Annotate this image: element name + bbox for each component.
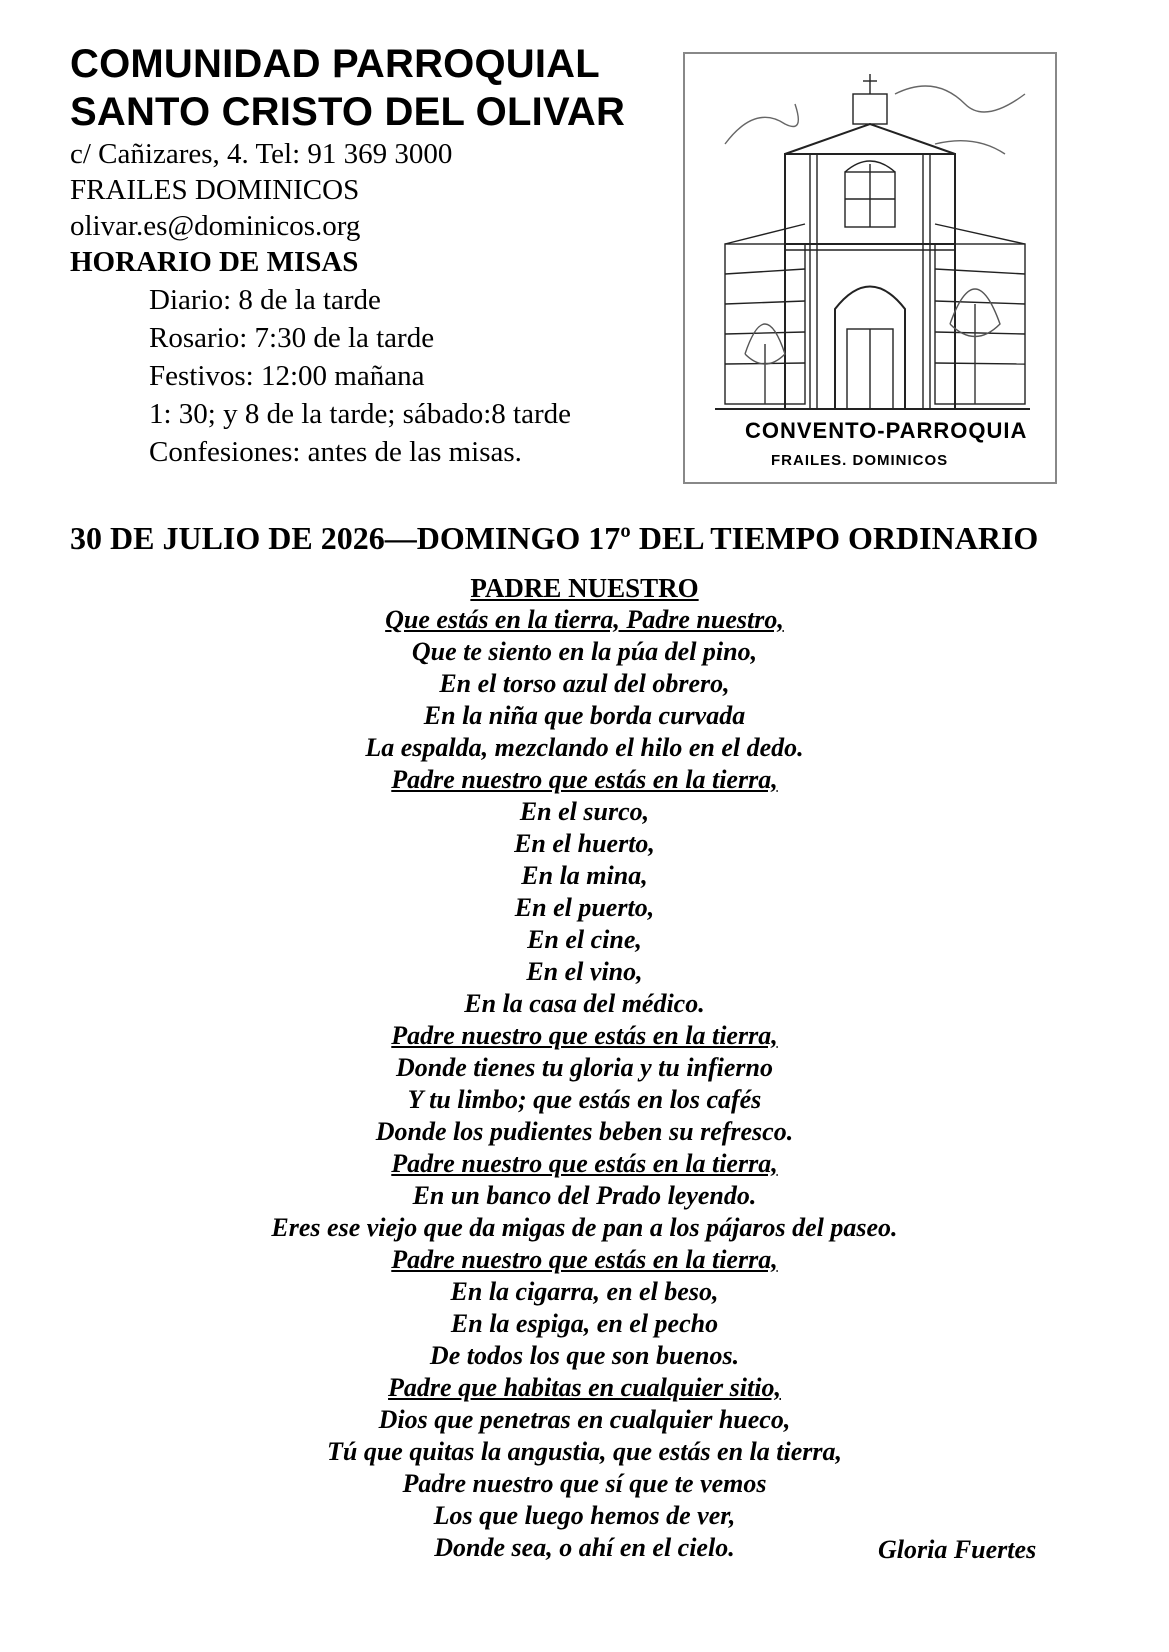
schedule-line: 1: 30; y 8 de la tarde; sábado:8 tarde [149,398,571,430]
poem-line: En la espiga, en el pecho [450,1309,719,1338]
poem-line: Donde sea, o ahí en el cielo. [434,1533,735,1562]
poem-line: En el surco, [519,797,650,826]
poem-line: Donde los pudientes beben su refresco. [375,1117,794,1146]
email: olivar.es@dominicos.org [70,210,361,242]
poem-line: En el huerto, [514,829,655,858]
poem-refrain: Padre nuestro que estás en la tierra, [391,1021,778,1050]
poem-refrain: Padre que habitas en cualquier sitio, [388,1373,781,1402]
poem-line: Que te siento en la púa del pino, [411,637,758,666]
parish-name-line1: COMUNIDAD PARROQUIAL [70,42,600,86]
poem-line: Tú que quitas la angustia, que estás en la tierra, [326,1437,843,1466]
poem-line: Que estás en la tierra, Padre nuestro, [385,605,784,634]
poem-line: Padre nuestro que sí que te vemos [402,1469,767,1498]
schedule-line: Festivos: 12:00 mañana [149,360,425,392]
religious-order: FRAILES DOMINICOS [70,174,360,206]
poem-title: PADRE NUESTRO [470,573,699,603]
poem-line: Dios que penetras en cualquier hueco, [378,1405,791,1434]
schedule-line: Rosario: 7:30 de la tarde [149,322,435,354]
mass-schedule [70,281,670,471]
schedule-line: Confesiones: antes de las misas. [149,436,522,468]
poem-line: En la cigarra, en el beso, [450,1277,719,1306]
schedule-line: Diario: 8 de la tarde [149,284,381,316]
parish-name-line2: SANTO CRISTO DEL OLIVAR [70,90,626,134]
poem-refrain: Padre nuestro que estás en la tierra, [391,765,778,794]
drawing-caption-title: CONVENTO-PARROQUIA [745,418,1028,443]
church-drawing [683,52,1057,484]
poem-line: Donde tienes tu gloria y tu infierno [395,1053,774,1082]
poem-author: Gloria Fuertes [878,1535,1037,1564]
poem-line: En el torso azul del obrero, [439,669,730,698]
poem-line: La espalda, mezclando el hilo en el dedo. [365,733,804,762]
address: c/ Cañizares, 4. Tel: 91 369 3000 [70,138,453,170]
mass-schedule-heading: HORARIO DE MISAS [70,246,359,278]
poem-line: En el cine, [527,925,642,954]
poem-line: En un banco del Prado leyendo. [412,1181,757,1210]
drawing-caption-subtitle: FRAILES. DOMINICOS [771,452,949,469]
poem-line: Y tu limbo; que estás en los cafés [407,1085,762,1114]
liturgical-date: 30 DE JULIO DE 2026—DOMINGO 17º DEL TIEMPO ORDINARIO [70,520,1039,556]
poem-line: Eres ese viejo que da migas de pan a los pájaros del paseo. [271,1213,898,1242]
poem-line: De todos los que son buenos. [429,1341,740,1370]
poem-line: En la casa del médico. [464,989,705,1018]
poem-refrain: Padre nuestro que estás en la tierra, [391,1245,778,1274]
poem-refrain: Padre nuestro que estás en la tierra, [391,1149,778,1178]
poem-line: En la mina, [521,861,648,890]
poem-line: Los que luego hemos de ver, [433,1501,736,1530]
poem-line: En el puerto, [514,893,655,922]
parish-header [70,40,670,471]
poem [0,572,1169,1564]
poem-line: En la niña que borda curvada [423,701,746,730]
poem-line: En el vino, [526,957,643,986]
